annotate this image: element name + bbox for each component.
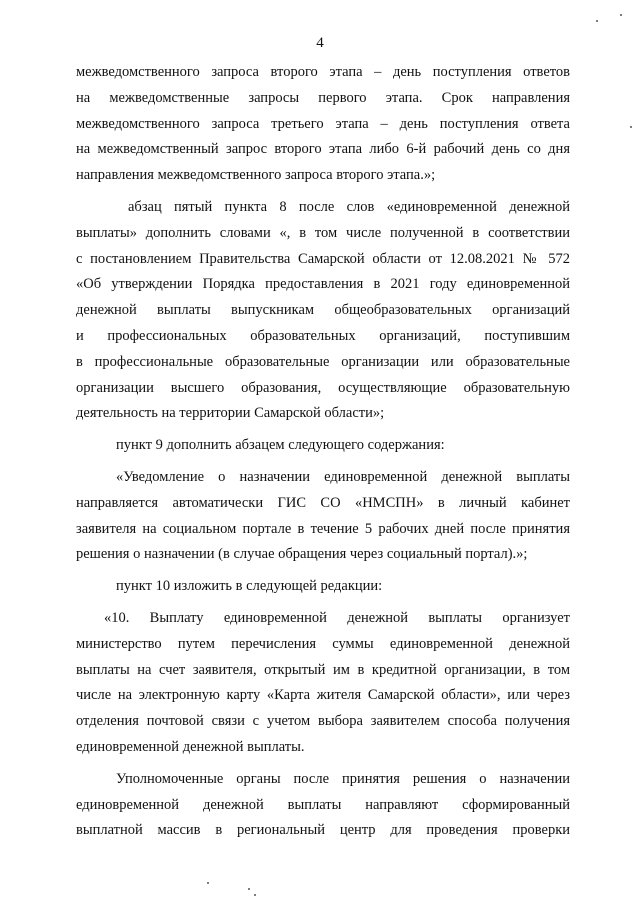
text-line: выплатной массив в региональный центр для проведения проверки xyxy=(76,822,570,839)
paragraph-authorized-bodies xyxy=(76,767,570,844)
text-line: на межведомственный запрос второго этапа либо 6-й рабочий день со дня xyxy=(76,141,570,158)
text-line: направления межведомственного запроса второго этапа.»; xyxy=(76,167,436,184)
text-line: с постановлением Правительства Самарской области от 12.08.2021 № 572 xyxy=(76,250,570,267)
paragraph-point-9-intro xyxy=(76,433,570,459)
text-line: Уполномоченные органы после принятия решения о назначении xyxy=(116,770,570,787)
text-line: межведомственного запроса второго этапа – день поступления ответов xyxy=(76,64,570,80)
text-line: абзац пятый пункта 8 после слов «единовременной денежной xyxy=(128,198,570,215)
scan-speck xyxy=(620,14,622,16)
text-line: выплаты» дополнить словами «, в том числе полученной в соответствии xyxy=(76,224,570,241)
scan-speck xyxy=(254,894,256,896)
text-line: министерство путем перечисления суммы единовременной денежной xyxy=(76,635,570,652)
text-line: денежной выплаты выпускникам общеобразовательных организаций xyxy=(76,302,570,319)
text-line: решения о назначении (в случае обращения через социальный портал).»; xyxy=(76,546,528,563)
text-line: на межведомственные запросы первого этапа. Срок направления xyxy=(76,89,570,106)
text-line: единовременной денежной выплаты. xyxy=(76,738,305,755)
text-line: пункт 9 дополнить абзацем следующего содержания: xyxy=(116,437,445,454)
scan-speck xyxy=(248,888,250,890)
text-line: пункт 10 изложить в следующей редакции: xyxy=(116,578,383,595)
text-line: деятельность на территории Самарской области»; xyxy=(76,405,385,422)
paragraph-point-10-text xyxy=(76,606,570,761)
text-line: межведомственного запроса третьего этапа – день поступления ответа xyxy=(76,115,570,132)
text-line: в профессиональные образовательные организации или образовательные xyxy=(76,353,570,370)
paragraph-point-10-intro xyxy=(76,574,570,600)
text-line: «10. Выплату единовременной денежной выплаты организует xyxy=(104,609,570,626)
text-line: организации высшего образования, осуществляющие образовательную xyxy=(76,379,570,396)
document-body xyxy=(76,60,570,844)
text-line: заявителя на социальном портале в течение 5 рабочих дней после принятия xyxy=(76,520,570,537)
paragraph-point-8-amendment xyxy=(76,195,570,427)
scan-speck xyxy=(207,882,209,884)
paragraph-interagency-request-deadlines xyxy=(76,60,570,189)
text-line: выплаты на счет заявителя, открытый им в кредитной организации, в том xyxy=(76,661,570,678)
text-line: единовременной денежной выплаты направляют сформированный xyxy=(76,796,570,813)
paragraph-notification-quote xyxy=(76,465,570,568)
scan-speck xyxy=(596,20,598,22)
text-line: и профессиональных образовательных организаций, поступившим xyxy=(76,327,570,344)
text-line: «Уведомление о назначении единовременной денежной выплаты xyxy=(116,468,570,485)
text-line: числе на электронную карту «Карта жителя Самарской области», или через xyxy=(76,687,570,704)
text-line: направляется автоматически ГИС СО «НМСПН» в личный кабинет xyxy=(76,494,570,511)
scan-speck xyxy=(630,126,632,128)
text-line: отделения почтовой связи с учетом выбора заявителем способа получения xyxy=(76,713,570,730)
text-line: «Об утверждении Порядка предоставления в 2021 году единовременной xyxy=(76,276,570,293)
page-number: 4 xyxy=(316,35,324,51)
